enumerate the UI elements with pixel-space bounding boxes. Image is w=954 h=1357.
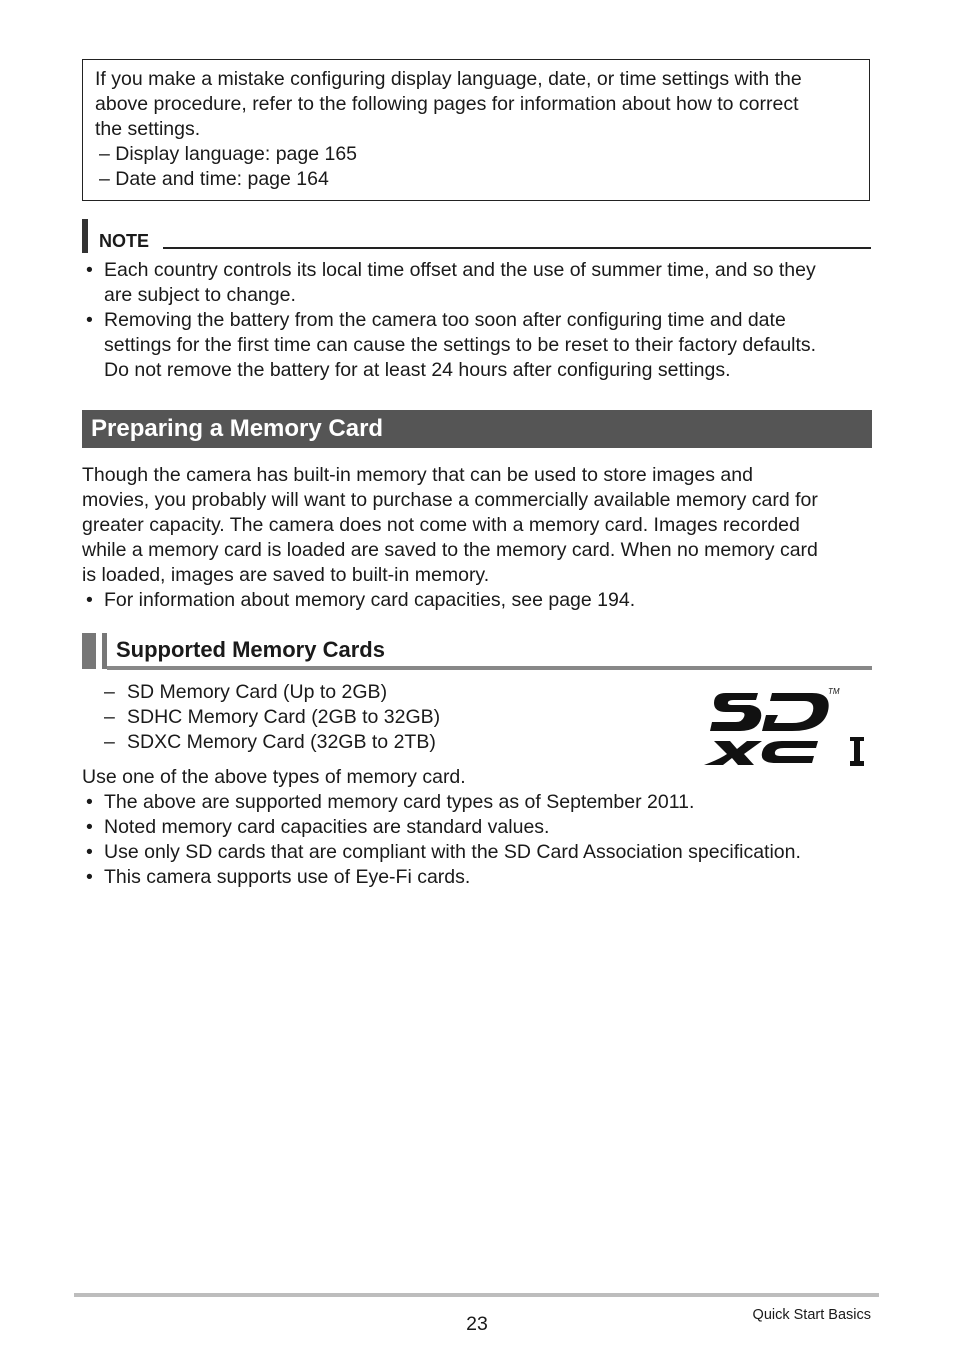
usage-notes — [82, 765, 872, 890]
note-line: Removing the battery from the camera too soon after configuring time and date — [104, 309, 786, 331]
note-line: settings for the first time can cause the settings to be reset to their factory defaults. — [104, 334, 817, 356]
sdxc-logo — [700, 685, 872, 771]
subsection-marker — [82, 633, 96, 669]
paragraph-line: is loaded, images are saved to built-in memory. — [82, 564, 490, 586]
card-type-item — [82, 730, 642, 755]
bullet-icon: • — [86, 589, 93, 611]
section-bullet-item — [82, 588, 872, 613]
section-header — [82, 410, 872, 448]
bullet-icon: • — [86, 816, 93, 838]
note-line: Each country controls its local time offset and the use of summer time, and so they — [104, 259, 816, 281]
section-paragraph — [82, 463, 872, 613]
paragraph-line: while a memory card is loaded are saved to the memory card. When no memory card — [82, 539, 818, 561]
note-line: Do not remove the battery for at least 24 hours after configuring settings. — [104, 359, 731, 381]
callout-box — [82, 59, 870, 201]
usage-text: This camera supports use of Eye-Fi cards. — [104, 866, 471, 888]
footer-section-name: Quick Start Basics — [752, 1307, 871, 1323]
callout-line: If you make a mistake configuring display language, date, or time settings with the — [95, 68, 802, 90]
card-type-label: SDHC Memory Card (2GB to 32GB) — [127, 706, 441, 728]
dash-icon: – — [104, 731, 115, 753]
trademark-label: TM — [828, 687, 840, 696]
card-type-label: SD Memory Card (Up to 2GB) — [127, 681, 388, 703]
usage-item — [82, 865, 872, 890]
sdxc-logo-graphic — [700, 685, 872, 771]
dash-icon: – — [104, 706, 115, 728]
card-type-item — [82, 705, 642, 730]
page-number: 23 — [466, 1313, 488, 1335]
usage-text: Use only SD cards that are compliant with the SD Card Association specification. — [104, 841, 801, 863]
usage-intro: Use one of the above types of memory card. — [82, 766, 466, 788]
usage-item — [82, 790, 872, 815]
note-item — [82, 258, 872, 308]
usage-item — [82, 815, 872, 840]
bullet-icon: • — [86, 866, 93, 888]
card-type-item — [82, 680, 642, 705]
callout-line: above procedure, refer to the following pages for information about how to correct — [95, 93, 799, 115]
subsection-rule — [107, 666, 872, 670]
callout-line: the settings. — [95, 118, 201, 140]
section-bullet-text: For information about memory card capacities, see page 194. — [104, 589, 636, 611]
subsection-title: Supported Memory Cards — [116, 637, 385, 662]
note-rule — [163, 247, 871, 249]
callout-text — [95, 67, 865, 192]
dash-icon: – — [104, 681, 115, 703]
bullet-icon: • — [86, 309, 93, 331]
footer-rule — [74, 1293, 879, 1297]
usage-text: Noted memory card capacities are standard values. — [104, 816, 550, 838]
card-type-list — [82, 680, 642, 755]
callout-item: – Display language: page 165 — [99, 143, 358, 165]
callout-item: – Date and time: page 164 — [99, 168, 329, 190]
bullet-icon: • — [86, 841, 93, 863]
subsection-marker — [102, 633, 107, 669]
usage-text: The above are supported memory card types as of September 2011. — [104, 791, 695, 813]
paragraph-line: movies, you probably will want to purchase a commercially available memory card for — [82, 489, 818, 511]
note-marker — [82, 219, 88, 253]
bullet-icon: • — [86, 791, 93, 813]
note-item — [82, 308, 872, 383]
note-line: are subject to change. — [104, 284, 296, 306]
paragraph-line: Though the camera has built-in memory that can be used to store images and — [82, 464, 753, 486]
card-type-label: SDXC Memory Card (32GB to 2TB) — [127, 731, 436, 753]
usage-item — [82, 840, 872, 865]
note-label: NOTE — [99, 231, 150, 251]
paragraph-line: greater capacity. The camera does not come with a memory card. Images recorded — [82, 514, 800, 536]
section-title: Preparing a Memory Card — [91, 415, 384, 442]
note-list — [82, 258, 872, 383]
bullet-icon: • — [86, 259, 93, 281]
